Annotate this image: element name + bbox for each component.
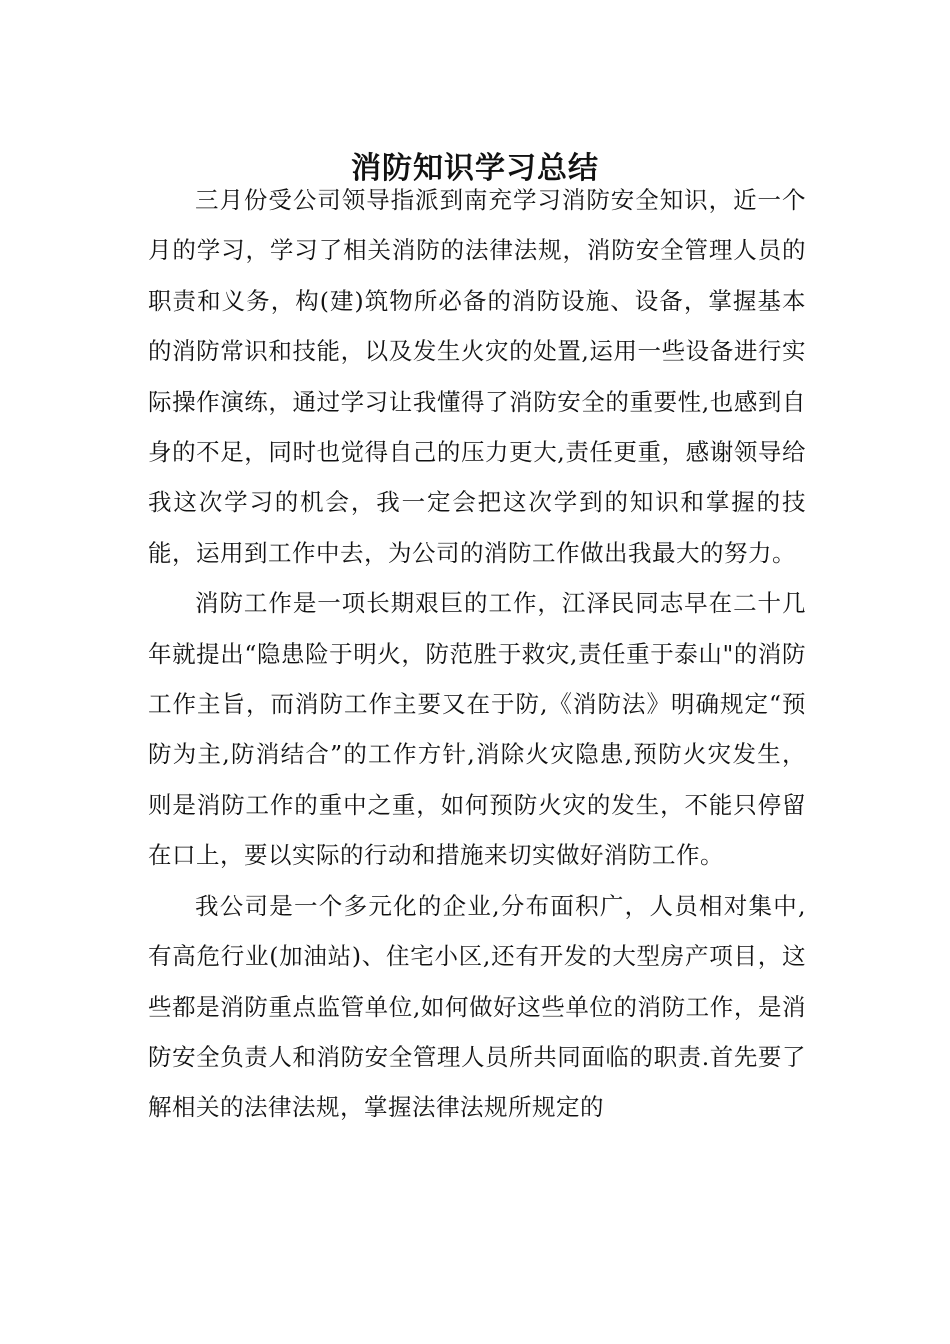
paragraph-3: 我公司是一个多元化的企业,分布面积广，人员相对集中,有高危行业(加油站)、住宅小区,还有开发的大型房产项目，这些都是消防重点监管单位,如何做好这些单位的消防工作，是消防安全负责人和消防安全管理人员所共同面临的职责.首先要了解相关的法律法规，掌握法律法规所规定的 xyxy=(148,891,806,1122)
paragraph-2: 消防工作是一项长期艰巨的工作，江泽民同志早在二十几年就提出“隐患险于明火，防范胜于救灾,责任重于泰山"的消防工作主旨，而消防工作主要又在于防,《消防法》明确规定“预防为主,防消结合”的工作方针,消除火灾隐患,预防火灾发生，则是消防工作的重中之重，如何预防火灾的发生，不能只停留在口上，要以实际的行动和措施来切实做好消防工作。 xyxy=(148,589,806,870)
document-body xyxy=(148,175,806,1133)
document-title: 消防知识学习总结 xyxy=(351,151,599,187)
paragraph-1: 三月份受公司领导指派到南充学习消防安全知识，近一个月的学习，学习了相关消防的法律法规，消防安全管理人员的职责和义务，构(建)筑物所必备的消防设施、设备，掌握基本的消防常识和技能，以及发生火灾的处置,运用一些设备进行实际操作演练，通过学习让我懂得了消防安全的重要性,也感到自身的不足，同时也觉得自己的压力更大,责任更重，感谢领导给我这次学习的机会，我一定会把这次学到的知识和掌握的技能，运用到工作中去，为公司的消防工作做出我最大的努力。 xyxy=(148,186,806,567)
